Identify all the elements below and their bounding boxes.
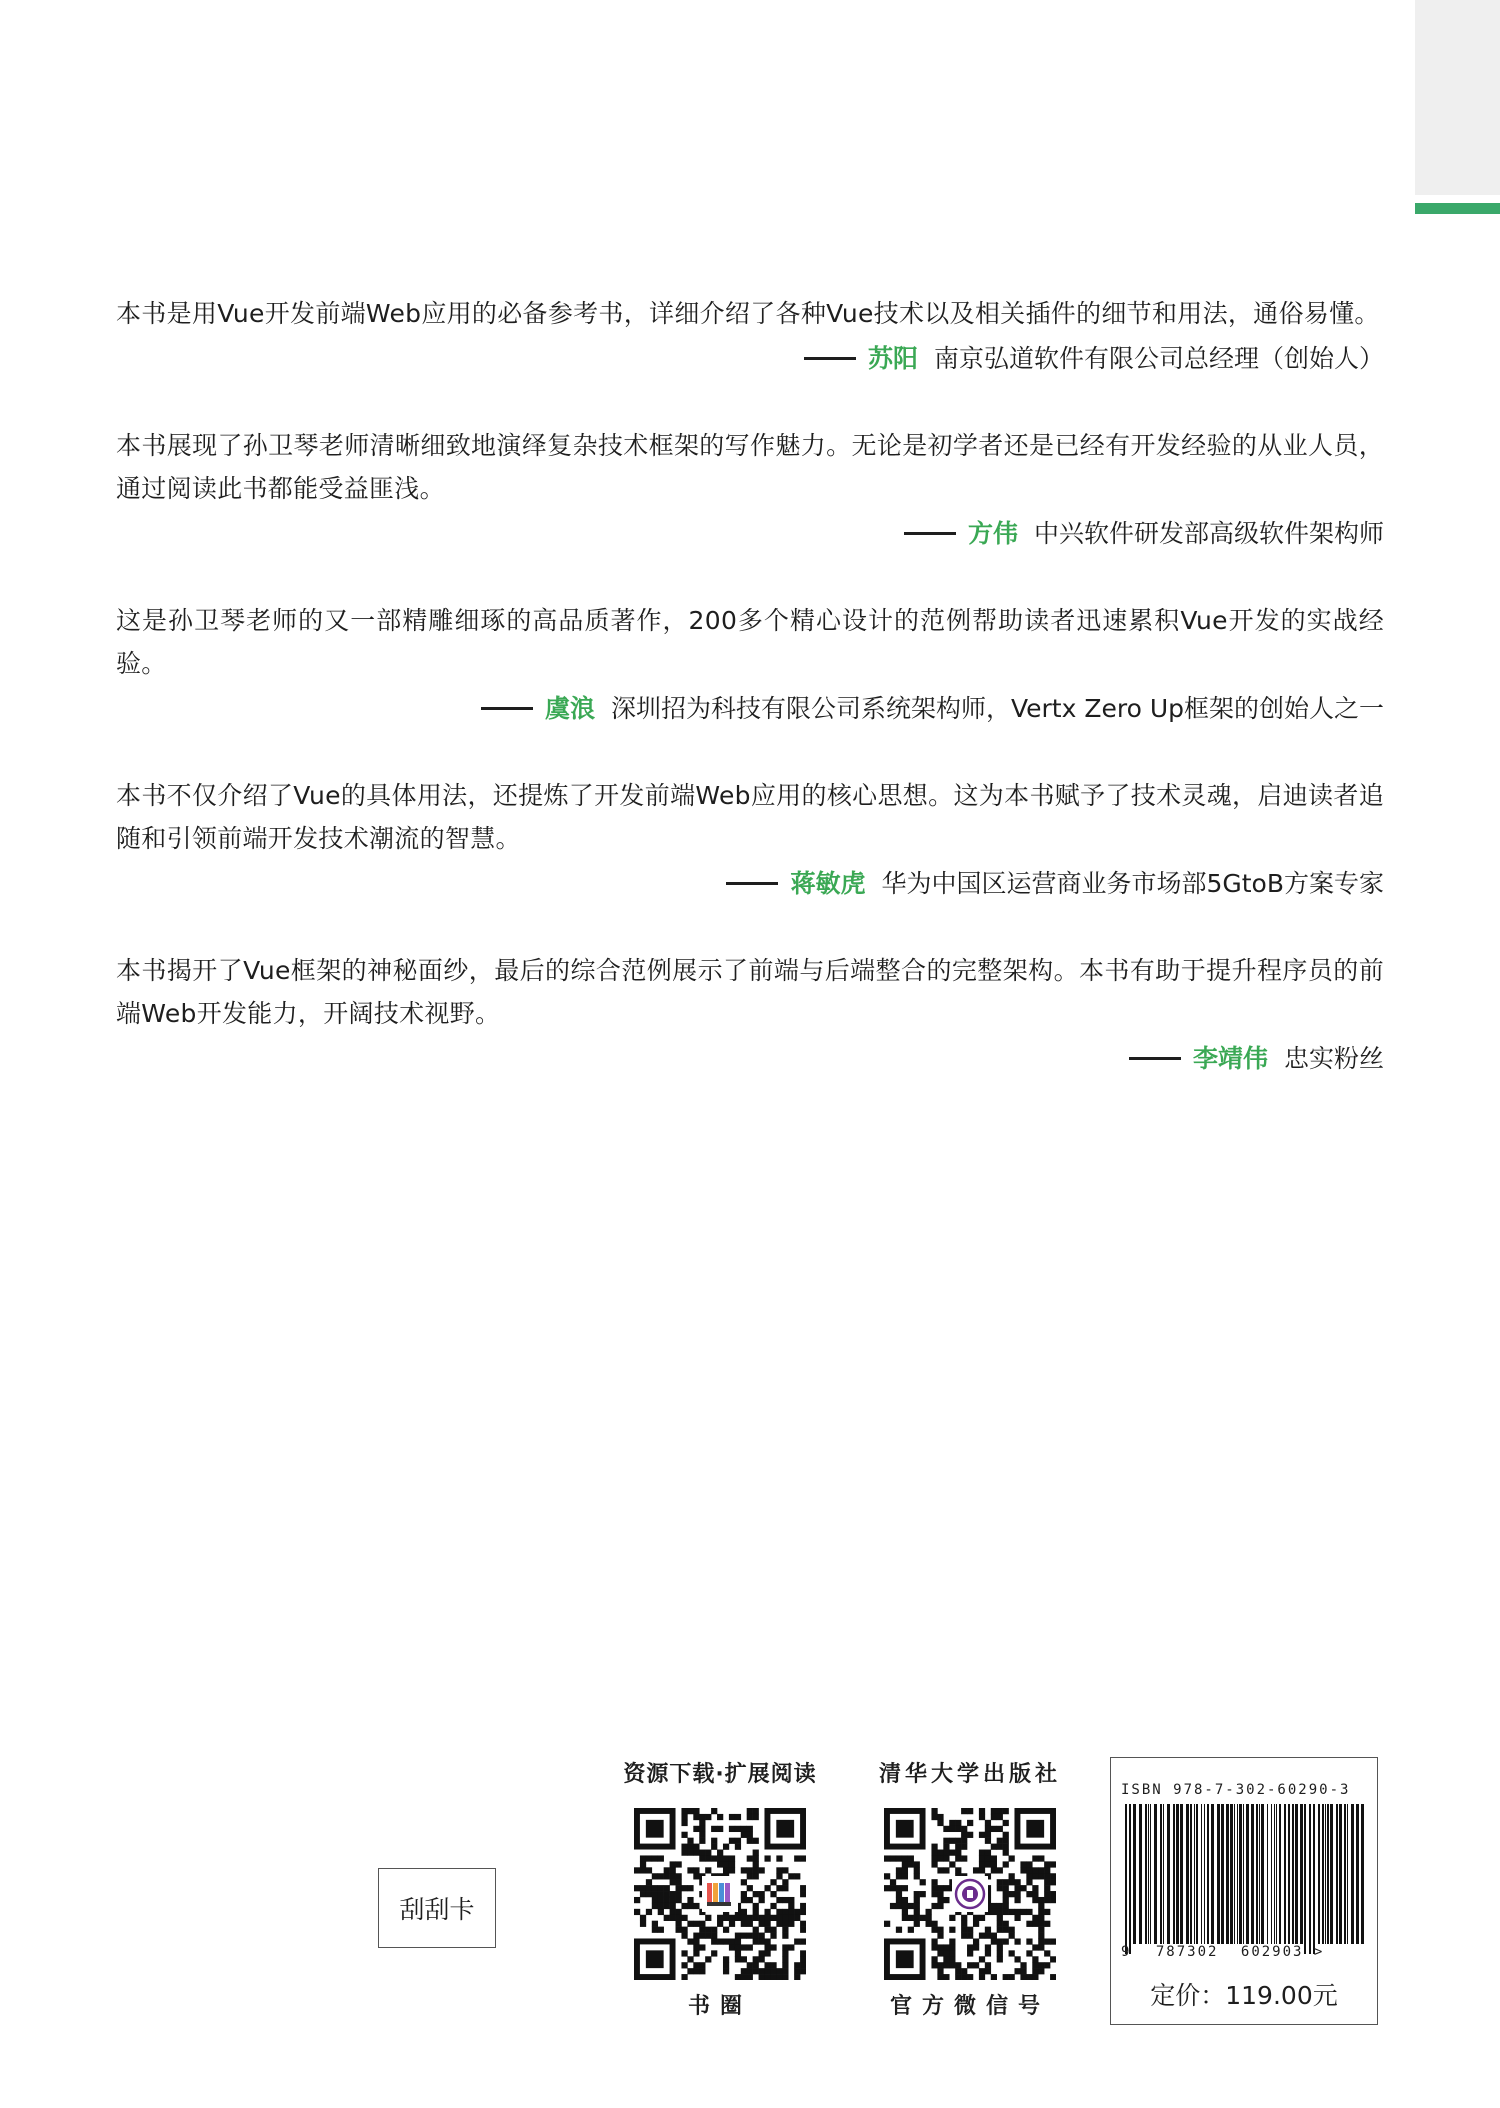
em-dash-line <box>904 532 956 535</box>
endorsement-attribution <box>116 512 1384 555</box>
endorser-title: 中兴软件研发部高级软件架构师 <box>1033 519 1384 548</box>
endorsement-item <box>116 424 1384 555</box>
endorser-title: 南京弘道软件有限公司总经理（创始人） <box>933 344 1384 373</box>
endorser-name: 蒋敏虎 <box>790 869 866 898</box>
em-dash-line <box>481 707 533 710</box>
endorser-name: 苏阳 <box>867 344 918 373</box>
price-label: 定价：119.00元 <box>1150 1981 1338 2010</box>
endorsement-item <box>116 949 1384 1080</box>
endorser-title: 忠实粉丝 <box>1283 1044 1384 1073</box>
endorsement-text: 本书揭开了Vue框架的神秘面纱，最后的综合范例展示了前端与后端整合的完整架构。本书有助于提升程序员的前端Web开发能力，开阔技术视野。 <box>116 956 1384 1028</box>
endorsement-attribution <box>116 1037 1384 1080</box>
scratch-card-label: 刮刮卡 <box>399 1895 475 1924</box>
endorsement-text: 本书不仅介绍了Vue的具体用法，还提炼了开发前端Web应用的核心思想。这为本书赋予了技术灵魂，启迪读者追随和引领前端开发技术潮流的智慧。 <box>116 781 1384 853</box>
endorsement-list <box>116 292 1384 1124</box>
em-dash-line <box>1129 1057 1181 1060</box>
em-dash-line <box>726 882 778 885</box>
qr-block-resources <box>610 1760 830 2022</box>
tsinghua-press-logo-icon <box>952 1876 988 1912</box>
ean-right-digits: 602903 <box>1240 1944 1304 1960</box>
scratch-card-box <box>378 1868 496 1948</box>
qr-title: 资源下载·扩展阅读 <box>623 1762 817 1787</box>
ean-barcode-icon <box>1123 1804 1367 1954</box>
endorsement-attribution <box>116 862 1384 905</box>
endorsement-attribution <box>116 337 1384 380</box>
qr-block-wechat <box>860 1760 1080 2022</box>
isbn-barcode-box <box>1110 1757 1378 2025</box>
endorser-name: 虞浪 <box>544 694 595 723</box>
ean-digits <box>1121 1944 1367 1960</box>
ean-left-digits: 787302 <box>1155 1944 1219 1960</box>
endorsement-item <box>116 292 1384 380</box>
endorser-name: 李靖伟 <box>1192 1044 1268 1073</box>
ean-first-digit: 9 <box>1121 1944 1132 1960</box>
qr-code-resources[interactable] <box>634 1808 806 1980</box>
qr-title: 清华大学出版社 <box>878 1762 1061 1787</box>
endorser-title: 深圳招为科技有限公司系统架构师，Vertx Zero Up框架的创始人之一 <box>610 694 1384 723</box>
endorser-name: 方伟 <box>967 519 1018 548</box>
endorsement-item <box>116 774 1384 905</box>
endorser-title: 华为中国区运营商业务市场部5GtoB方案专家 <box>881 869 1384 898</box>
book-circle-logo-icon <box>702 1876 738 1912</box>
endorsement-text: 本书展现了孙卫琴老师清晰细致地演绎复杂技术框架的写作魅力。无论是初学者还是已经有开发经验的从业人员，通过阅读此书都能受益匪浅。 <box>116 431 1384 503</box>
qr-caption: 官方微信号 <box>889 1994 1050 2019</box>
qr-caption: 书圈 <box>687 1994 752 2019</box>
ean-end-mark: > <box>1313 1944 1325 1960</box>
em-dash-line <box>804 357 856 360</box>
endorsement-item <box>116 599 1384 730</box>
qr-code-wechat[interactable] <box>884 1808 1056 1980</box>
endorsement-text: 这是孙卫琴老师的又一部精雕细琢的高品质著作，200多个精心设计的范例帮助读者迅速累积Vue开发的实战经验。 <box>116 606 1384 678</box>
endorsement-text: 本书是用Vue开发前端Web应用的必备参考书，详细介绍了各种Vue技术以及相关插件的细节和用法，通俗易懂。 <box>116 299 1380 328</box>
corner-tab-decoration <box>1415 0 1500 195</box>
isbn-number: ISBN 978-7-302-60290-3 <box>1121 1782 1351 1798</box>
corner-accent-bar <box>1415 203 1500 214</box>
endorsement-attribution <box>116 687 1384 730</box>
